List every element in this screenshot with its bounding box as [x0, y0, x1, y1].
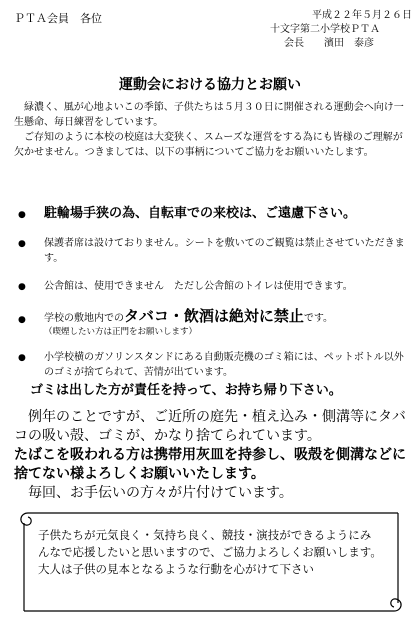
scroll-message: 子供たちが元気良く・気持ち良く、競技・演技ができるようにみんなで応援したいと思いますので、ご協力よろしくお願いします。: [38, 528, 382, 559]
bullet-icon: ●: [18, 315, 26, 325]
bullet-icon: ●: [18, 282, 26, 292]
scroll-message-box: [38, 527, 382, 578]
request-smoking: [44, 306, 408, 338]
neighborhood-paragraph: 例年のことですが、ご近所の庭先・植え込み・側溝等にタバコの吸い殻、ゴミが、かなり捨てられています。: [14, 409, 406, 444]
bullet-icon: ●: [18, 239, 26, 249]
smoking-note: （喫煙したい方は正門をお願いします）: [44, 327, 198, 337]
intro-paragraph: ご存知のように本校の校庭は大変狭く、スムーズな運営をする為にも皆様のご理解が欠かせません。つきましては、以下の事柄についてご協力をお願いいたします。: [14, 132, 403, 158]
trash-emphasis: ゴミは出した方が責任を持って、お持ち帰り下さい。: [30, 383, 342, 398]
document-date: 平成２２年５月２６日: [312, 10, 412, 21]
organization-name: 十文字第二小学校ＰＴＡ: [270, 24, 380, 35]
neighborhood-emphasis: たばこを吸われる方は携帯用灰皿を持参し、吸殻を側溝などに捨てない様よろしくお願いいたします。: [14, 447, 406, 482]
sender-block: [270, 9, 412, 51]
intro-paragraph: 緑濃く、風が心地よいこの季節、子供たちは５月３０日に開催される運動会へ向け一生懸命、毎日練習をしています。: [14, 102, 404, 128]
smoking-prefix: 学校の敷地内での: [44, 313, 124, 324]
smoking-suffix: です。: [303, 313, 334, 324]
president-name: 会長 濱田 泰彦: [284, 38, 374, 49]
request-hall: 公舎館は、使用できません ただし公舎館のトイレは使用できます。: [44, 281, 353, 292]
scroll-reminder: 大人は子供の見本となるような行動を心がけて下さい: [38, 562, 314, 576]
bullet-icon: ●: [18, 353, 26, 363]
neighborhood-section: [14, 408, 406, 503]
neighborhood-closing: 毎回、お手伝いの方々が片付けています。: [28, 485, 293, 501]
request-trash: 小学校横のガソリンスタンドにある自動販売機のゴミ箱には、ペットボトル以外のゴミが捨てられて、苦情が出ています。: [44, 352, 404, 378]
request-bicycle: 駐輪場手狭の為、自転車での来校は、ご遠慮下さい。: [44, 206, 357, 221]
document-title: 運動会における協力とお願い: [119, 77, 301, 93]
request-seating: 保護者席は設けておりません。シートを敷いてのご観覧は禁止させていただきます。: [44, 238, 405, 264]
bullet-icon: ●: [18, 210, 26, 220]
smoking-emphasis: タバコ・飲酒は絶対に禁止: [124, 307, 304, 325]
recipient-line: ＰＴＡ会員 各位: [14, 12, 102, 25]
intro-section: [14, 100, 406, 160]
